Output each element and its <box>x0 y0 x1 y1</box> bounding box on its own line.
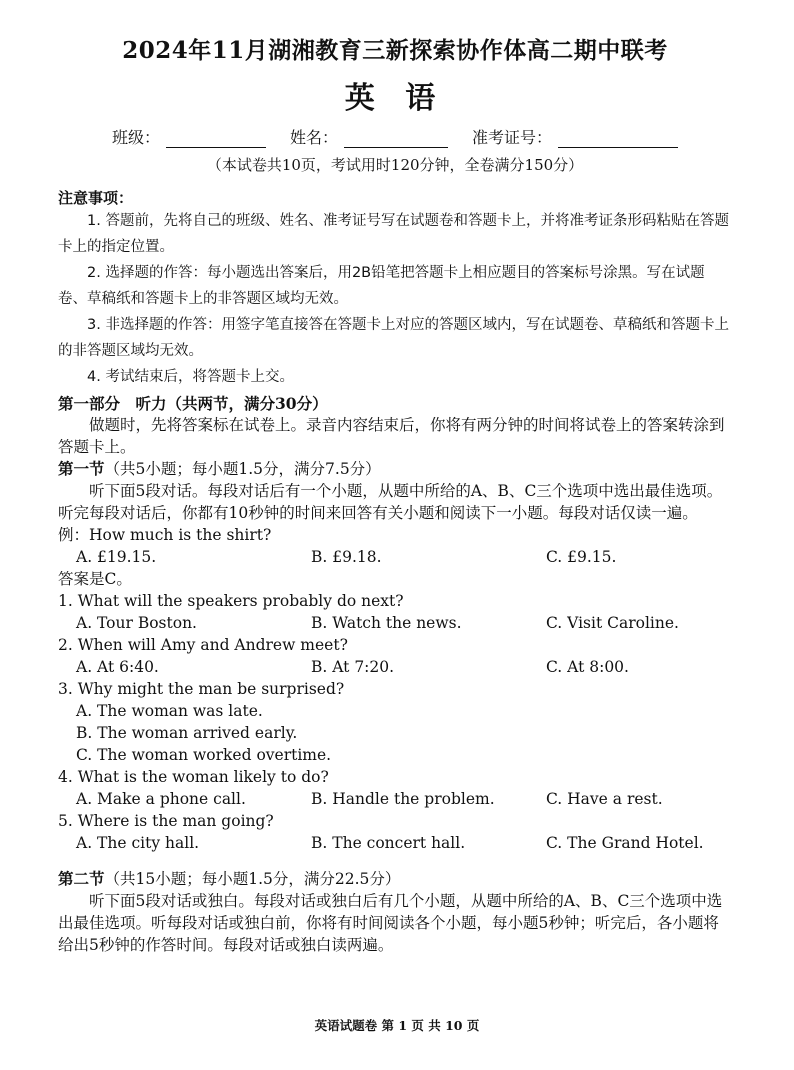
exam-title: 2024年11月湖湘教育三新探索协作体高二期中联考 <box>122 37 668 64</box>
question-2-options <box>58 656 732 678</box>
question-4-option-c: C. Have a rest. <box>546 790 663 808</box>
example-question: 例：How much is the shirt? <box>58 526 272 544</box>
name-label: 姓名： <box>289 128 338 147</box>
question-4-option-a: A. Make a phone call. <box>76 790 246 808</box>
example-option-a: A. £19.15. <box>76 548 157 566</box>
notice-item-3: 3. 非选择题的作答：用签字笔直接答在答题卡上对应的答题区域内，写在试题卷、草稿纸和答题卡上的非答题区域均无效。 <box>58 317 729 359</box>
notice-item-4: 4. 考试结束后，将答题卡上交。 <box>87 369 294 385</box>
section2-heading <box>58 868 732 890</box>
question-2-option-b: B. At 7:20. <box>311 658 395 676</box>
question-2: 2. When will Amy and Andrew meet? <box>58 636 348 654</box>
name-field <box>290 125 448 148</box>
section2-intro: 听下面5段对话或独白。每段对话或独白后有几个小题，从题中所给的A、B、C三个选项中选出最佳选项。听每段对话或独白前，你将有时间阅读各个小题，每小题5秒钟；听完后，各小题将给出5秒钟的作答时间。每段对话或独白读两遍。 <box>58 892 723 954</box>
question-5: 5. Where is the man going? <box>58 812 274 830</box>
question-2-option-c: C. At 8:00. <box>546 658 629 676</box>
question-4-option-b: B. Handle the problem. <box>311 790 495 808</box>
section1-heading-bold: 第一节 <box>58 459 105 478</box>
question-3-option-a: A. The woman was late. <box>76 702 263 720</box>
question-1-option-c: C. Visit Caroline. <box>546 614 679 632</box>
notice-item-2: 2. 选择题的作答：每小题选出答案后，用2B铅笔把答题卡上相应题目的答案标号涂黑。写在试题卷、草稿纸和答题卡上的非答题区域均无效。 <box>58 265 705 307</box>
question-1-options <box>58 612 732 634</box>
part1-heading: 第一部分 听力（共两节，满分30分） <box>58 394 328 413</box>
section1-intro: 听下面5段对话。每段对话后有一个小题，从题中所给的A、B、C三个选项中选出最佳选项。听完每段对话后，你都有10秒钟的时间来回答有关小题和阅读下一小题。每段对话仅读一遍。 <box>58 482 723 522</box>
ticket-blank <box>558 131 678 148</box>
section2-heading-rest: （共15小题；每小题1.5分，满分22.5分） <box>104 870 401 888</box>
question-5-option-b: B. The concert hall. <box>311 834 466 852</box>
question-5-option-a: A. The city hall. <box>76 834 200 852</box>
part1-intro: 做题时，先将答案标在试卷上。录音内容结束后，你将有两分钟的时间将试卷上的答案转涂到答题卡上。 <box>58 416 725 456</box>
question-5-options <box>58 832 732 854</box>
name-blank <box>344 131 448 148</box>
notice-heading: 注意事项： <box>58 189 134 207</box>
example-options <box>58 546 732 568</box>
question-3-options <box>58 700 732 766</box>
section2-heading-bold: 第二节 <box>58 869 105 888</box>
question-1-option-a: A. Tour Boston. <box>76 614 197 632</box>
question-3-option-b: B. The woman arrived early. <box>76 724 298 742</box>
question-4: 4. What is the woman likely to do? <box>58 768 329 786</box>
exam-note: （本试卷共10页，考试用时120分钟，全卷满分150分） <box>206 156 584 174</box>
question-1: 1. What will the speakers probably do next? <box>58 592 404 610</box>
ticket-label: 准考证号： <box>472 128 553 147</box>
question-5-option-c: C. The Grand Hotel. <box>546 834 704 852</box>
class-label: 班级： <box>111 128 160 147</box>
section-spacer <box>58 854 732 868</box>
question-4-options <box>58 788 732 810</box>
page-footer: 英语试题卷 第 1 页 共 10 页 <box>314 1018 480 1033</box>
question-1-option-b: B. Watch the news. <box>311 614 462 632</box>
student-info-row <box>58 125 732 148</box>
notice-item-1: 1. 答题前，先将自己的班级、姓名、准考证号写在试题卷和答题卡上，并将准考证条形码粘贴在答题卡上的指定位置。 <box>58 213 729 255</box>
class-field <box>112 125 266 148</box>
question-3: 3. Why might the man be surprised? <box>58 680 345 698</box>
question-2-option-a: A. At 6:40. <box>76 658 159 676</box>
example-option-c: C. £9.15. <box>546 548 617 566</box>
section1-heading-rest: （共5小题；每小题1.5分，满分7.5分） <box>104 460 381 478</box>
example-option-b: B. £9.18. <box>311 548 382 566</box>
ticket-field <box>472 125 678 148</box>
section1-heading <box>58 458 732 480</box>
example-answer: 答案是C。 <box>58 570 132 588</box>
class-blank <box>166 131 266 148</box>
question-3-option-c: C. The woman worked overtime. <box>76 746 332 764</box>
subject-title: 英 语 <box>344 81 446 116</box>
